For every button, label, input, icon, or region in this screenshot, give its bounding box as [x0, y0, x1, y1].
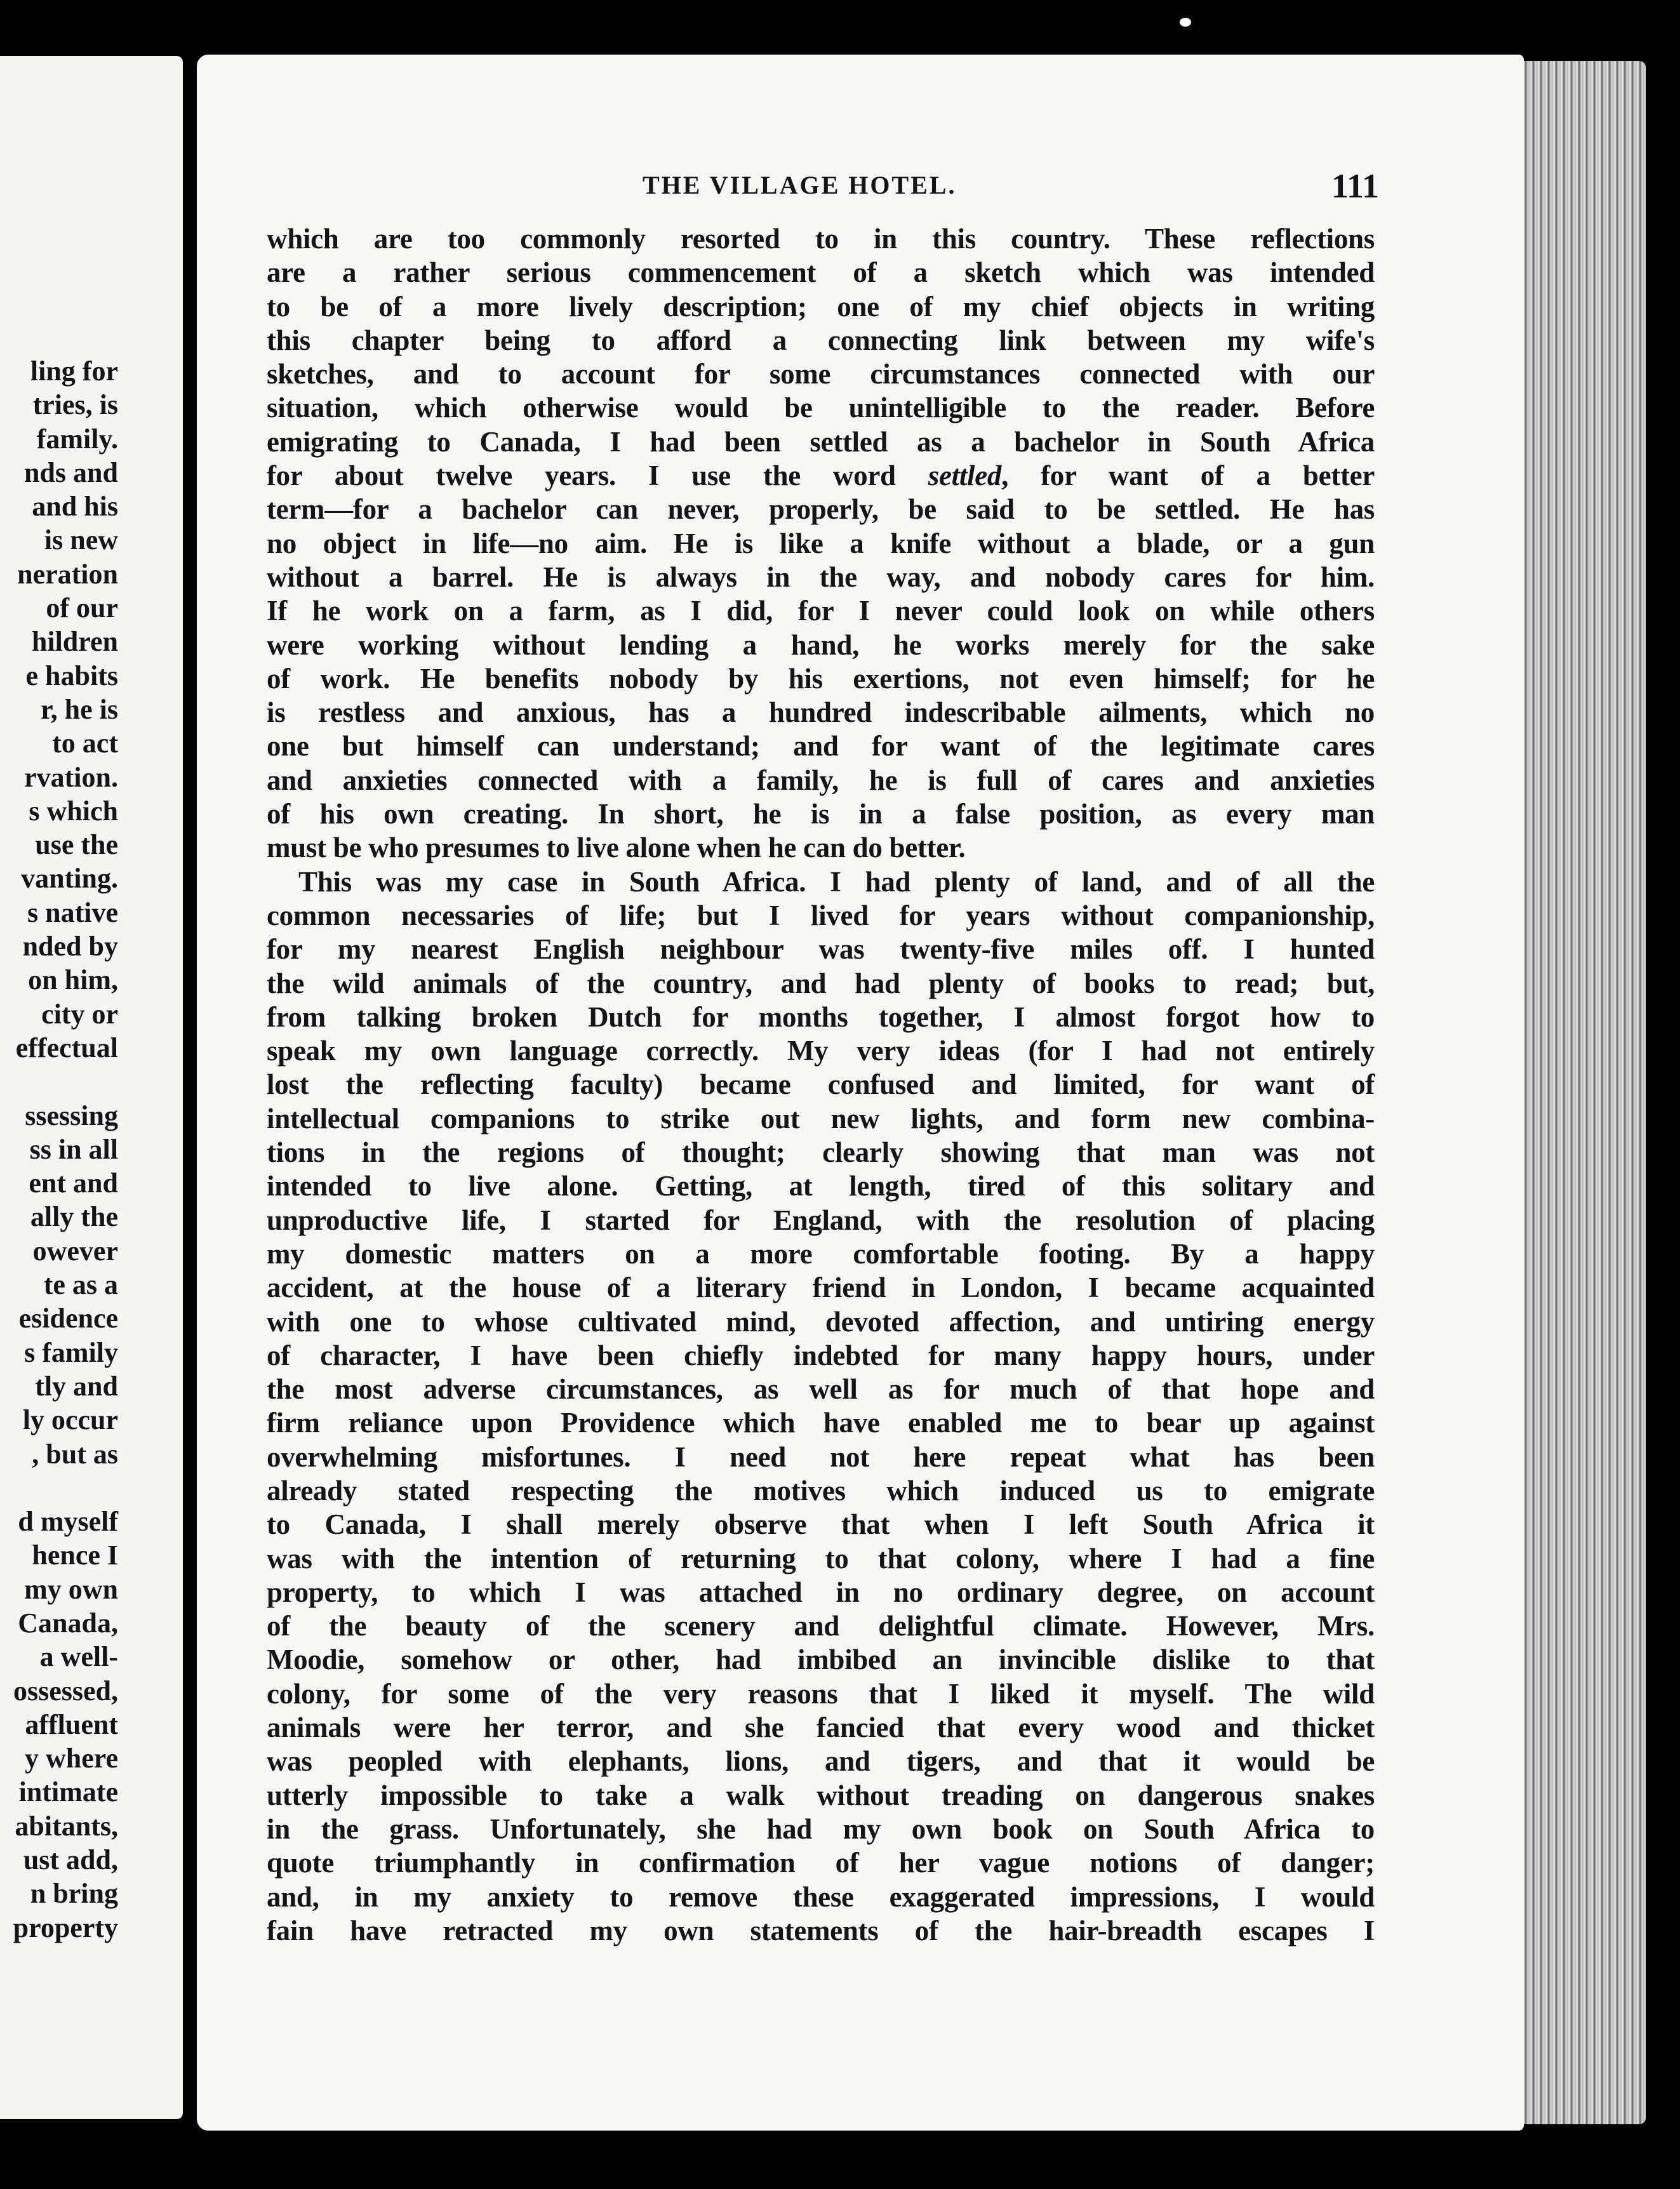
left-page-line: ust add, [23, 1844, 118, 1876]
text-line: in the grass. Unfortunately, she had my own book on South Africa to [267, 1813, 1375, 1845]
left-page-line: y where [24, 1743, 118, 1774]
left-page-line: vanting. [21, 863, 118, 895]
text-line: was peopled with elephants, lions, and tigers, and that it would be [267, 1745, 1375, 1778]
text-line: animals were her terror, and she fancied that every wood and thicket [267, 1712, 1375, 1744]
left-page-line: r, he is [41, 693, 118, 725]
left-page-line: and his [32, 491, 118, 522]
text-line: colony, for some of the very reasons that I liked it myself. The wild [267, 1677, 1375, 1710]
text-line: emigrating to Canada, I had been settled as a bachelor in South Africa [267, 425, 1375, 458]
text-line: situation, which otherwise would be unintelligible to the reader. Before [267, 392, 1375, 424]
text-line: no object in life—no aim. He is like a knife without a blade, or a gun [267, 527, 1375, 559]
body-text [267, 222, 1375, 1948]
left-page-line: n bring [30, 1878, 118, 1910]
text-line: lost the reflecting faculty) became confused and limited, for want of [267, 1068, 1375, 1101]
text-line: of work. He benefits nobody by his exertions, not even himself; for he [267, 662, 1375, 695]
left-page-line: , but as [32, 1438, 118, 1470]
text-line: accident, at the house of a literary friend in London, I became acquainted [267, 1272, 1375, 1304]
text-line: for my nearest English neighbour was twenty-five miles off. I hunted [267, 933, 1375, 966]
left-page-line: my own [24, 1573, 118, 1605]
left-page-line: to act [52, 728, 118, 759]
text-line: this chapter being to afford a connecting link between my wife's [267, 324, 1375, 356]
left-page-line [0, 1065, 118, 1098]
running-head: THE VILLAGE HOTEL. [643, 171, 957, 199]
left-page-line: tly and [35, 1370, 118, 1402]
text-line: my domestic matters on a more comfortable footing. By a happy [267, 1237, 1375, 1270]
text-line: This was my case in South Africa. I had plenty of land, and of all the [298, 865, 1375, 898]
left-page-line: ossessed, [13, 1675, 118, 1707]
text-line: are a rather serious commencement of a sketch which was intended [267, 256, 1375, 289]
text-line: were working without lending a hand, he works merely for the sake [267, 629, 1375, 661]
left-page-line: s native [27, 896, 118, 928]
left-page-line: d myself [18, 1506, 118, 1538]
left-page-line: a well- [39, 1641, 118, 1673]
left-page-line: use the [35, 829, 118, 861]
left-page-line: ally the [30, 1201, 118, 1233]
left-page-line: hence I [32, 1540, 118, 1571]
text-line: If he work on a farm, as I did, for I never could look on while others [267, 595, 1375, 627]
left-page [0, 56, 183, 2119]
left-page-line: intimate [18, 1776, 118, 1808]
text-line: was with the intention of returning to that colony, where I had a fine [267, 1542, 1375, 1574]
page-edges [1512, 61, 1646, 2124]
left-page-line: s family [24, 1336, 118, 1368]
text-line: to be of a more lively description; one of my chief objects in writing [267, 290, 1375, 323]
page-number: 111 [1331, 167, 1379, 205]
left-page-line: family. [36, 423, 118, 455]
left-page-line: of our [46, 592, 118, 624]
text-line: one but himself can understand; and for want of the legitimate cares [267, 730, 1375, 762]
left-page-line: e habits [25, 660, 118, 691]
text-line: common necessaries of life; but I lived for years without companionship, [267, 899, 1375, 931]
left-page-line: affluent [25, 1708, 118, 1740]
left-page-line: esidence [18, 1303, 118, 1334]
text-line: and anxieties connected with a family, he is full of cares and anxieties [267, 764, 1375, 796]
text-line: without a barrel. He is always in the way, and nobody cares for him. [267, 561, 1375, 593]
text-line: intended to live alone. Getting, at length, tired of this solitary and [267, 1170, 1375, 1202]
text-line: property, to which I was attached in no ordinary degree, on account [267, 1576, 1375, 1608]
text-line: unproductive life, I started for England, with the resolution of placing [267, 1204, 1375, 1236]
left-page-line: Canada, [18, 1607, 118, 1639]
left-page-line: nds and [23, 456, 118, 488]
left-page-line: nded by [22, 931, 118, 962]
text-line: intellectual companions to strike out new lights, and form new combina- [267, 1102, 1375, 1134]
left-page-line: tries, is [32, 389, 118, 421]
left-page-line: ssessing [25, 1100, 118, 1131]
left-page-line: owever [32, 1235, 118, 1267]
text-line: overwhelming misfortunes. I need not here repeat what has been [267, 1440, 1375, 1473]
text-line: with one to whose cultivated mind, devoted affection, and untiring energy [267, 1305, 1375, 1338]
left-page-text [0, 354, 118, 1945]
text-line: must be who presumes to live alone when he can do better. [267, 832, 966, 864]
left-page-line: is new [44, 524, 118, 556]
text-line: to Canada, I shall merely observe that when I left South Africa it [267, 1508, 1375, 1541]
left-page-line: on him, [28, 964, 118, 996]
left-page-line: city or [41, 998, 118, 1030]
text-line: and, in my anxiety to remove these exaggerated impressions, I would [267, 1880, 1375, 1913]
left-page-line: abitants, [15, 1810, 118, 1842]
text-line: Moodie, somehow or other, had imbibed an invincible dislike to that [267, 1644, 1375, 1676]
left-page-line: s which [29, 795, 118, 827]
text-line: of character, I have been chiefly indebted for many happy hours, under [267, 1339, 1375, 1371]
left-page-line: hildren [31, 626, 118, 658]
text-line: term—for a bachelor can never, properly, be said to be settled. He has [267, 493, 1375, 526]
scan-speck [1180, 18, 1191, 27]
text-line: tions in the regions of thought; clearly showing that man was not [267, 1136, 1375, 1169]
text-line: which are too commonly resorted to in this country. These reflections [267, 223, 1375, 255]
left-page-line: ent and [29, 1168, 118, 1199]
emphasis: settled [928, 460, 1002, 492]
text-line: fain have retracted my own statements of the hair-breadth escapes I [267, 1914, 1375, 1946]
left-page-line: te as a [43, 1269, 118, 1301]
page-header [643, 167, 1379, 208]
left-page-line: property [13, 1912, 118, 1943]
text-line: firm reliance upon Providence which have enabled me to bear up against [267, 1407, 1375, 1439]
text-line: utterly impossible to take a walk without treading on dangerous snakes [267, 1779, 1375, 1811]
text-line: the most adverse circumstances, as well as for much of that hope and [267, 1373, 1375, 1406]
left-page-line [0, 1471, 118, 1505]
text-line: from talking broken Dutch for months together, I almost forgot how to [267, 1001, 1375, 1033]
text-line: of the beauty of the scenery and delightful climate. However, Mrs. [267, 1610, 1375, 1642]
left-page-line: ly occur [22, 1404, 118, 1436]
left-page-line: ss in all [29, 1133, 118, 1165]
text-line: speak my own language correctly. My very ideas (for I had not entirely [267, 1035, 1375, 1067]
text-line: sketches, and to account for some circumstances connected with our [267, 358, 1375, 390]
text-line: already stated respecting the motives which induced us to emigrate [267, 1474, 1375, 1507]
text-line: of his own creating. In short, he is in a false position, as every man [267, 798, 1375, 830]
left-page-line: rvation. [24, 761, 118, 793]
left-page-line: neration [17, 558, 118, 590]
left-page-line: ling for [30, 356, 118, 387]
text-line: for about twelve years. I use the word settled, for want of a better [267, 460, 1375, 492]
text-line: the wild animals of the country, and had plenty of books to read; but, [267, 967, 1375, 999]
text-line: is restless and anxious, has a hundred indescribable ailments, which no [267, 696, 1375, 729]
text-line: quote triumphantly in confirmation of her vague notions of danger; [267, 1847, 1375, 1879]
left-page-line: effectual [15, 1032, 118, 1063]
